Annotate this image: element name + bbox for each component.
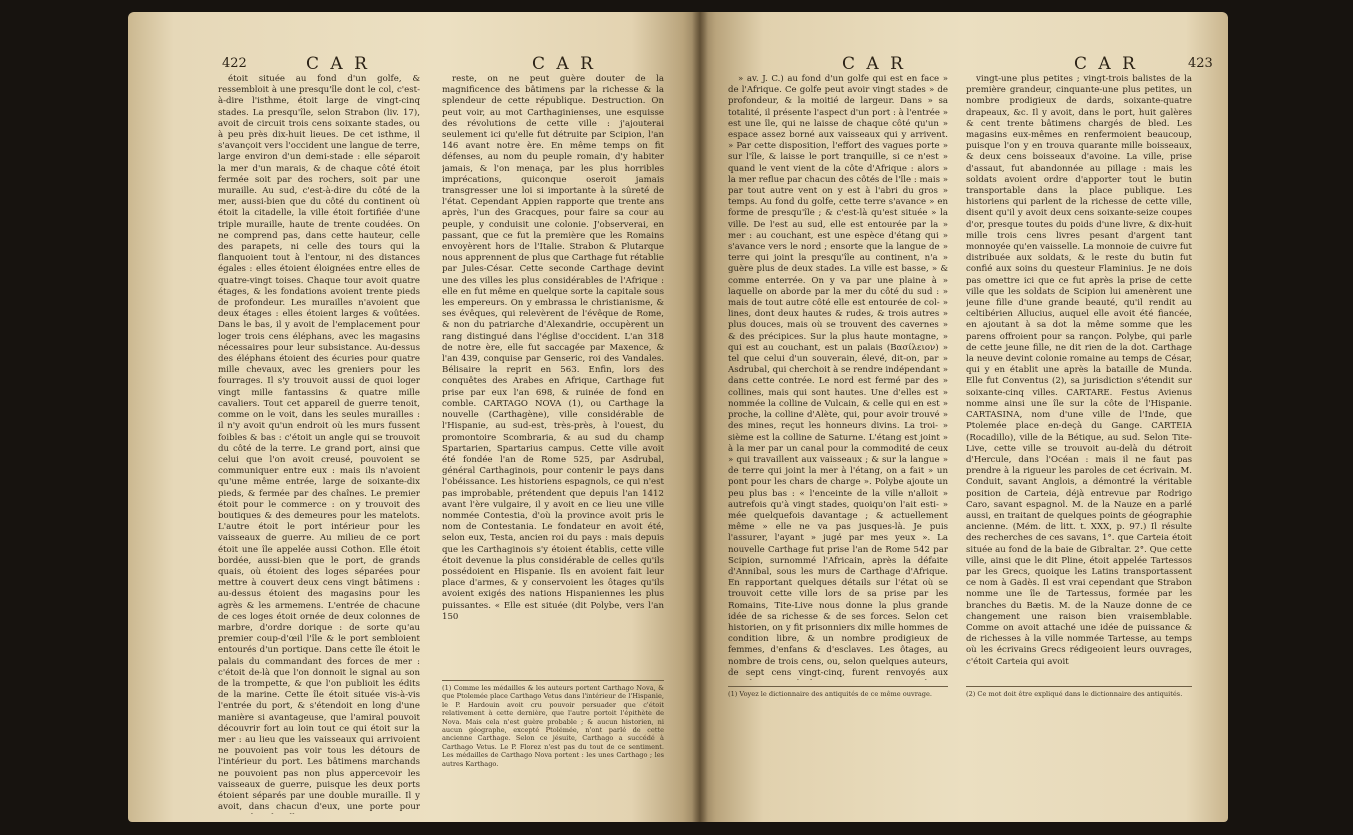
page-number-right: 423 — [1188, 56, 1213, 71]
page-number-left: 422 — [222, 56, 247, 71]
running-head-right: C A R — [1074, 54, 1138, 74]
left-page-column-1 — [218, 74, 420, 814]
left-page-footnote-text: (1) Comme les médailles & les auteurs portent Carthago Nova, & que Ptolemée place Carthago Vetus dans l'intérieur de l'Hispanie, le P. Hardouin avoit cru pouvoir persuader que c'étoit relativement à cette dernière, que l'autre portoit l'épithète de Nova. Mais cela n'est guère probable ; & aucun historien, ni aucun géographe, excepté Ptolémée, n'ont parlé de cette ancienne Carthage. Selon ce jésuite, Carthago a succédé à Carthago Vetus. Le P. Florez n'est pas du tout de ce sentiment. Les médailles de Carthago Nova portent : les unes Carthago ; les autres Karthago. — [442, 684, 664, 768]
right-page-column-1-text: » av. J. C.) au fond d'un golfe qui est en face » de l'Afrique. Ce golfe peut avoir vingt stades » de profondeur, & la moitié de largeur. Dans » sa totalité, il présente l'aspect d'un port : à l'entrée » est une île, qui ne laisse de chaque côté qu'un » espace assez borné aux vaisseaux qui y arrivent. » Par cette disposition, l'effort des vagues porte » sur l'île, & laisse le port tranquille, si ce n'est » quand le vent vient de la côte d'Afrique : alors » la mer reflue par chacun des côtés de l'île : mais » par tout autre vent on y est à l'abri du gros » temps. Au fond du golfe, cette terre s'avance » en forme de presqu'île ; & c'est-là qu'est située » la ville. De l'est au sud, elle est entourée par la » mer : au couchant, est une espèce d'étang qui » s'avance vers le nord ; ensorte que la langue de » terre qui joint la presqu'île au continent, n'a » guère plus de deux stades. La ville est basse, » & comme enterrée. On y va par une plaine à » laquelle on aborde par la mer du côté du sud : » mais de tout autre côté elle est entourée de col- » lines, dont deux hautes & rudes, & trois autres » plus douces, mais où se trouvent des cavernes » & des précipices. Sur la plus haute montagne, » qui est au couchant, est un palais (Βασίλειον) » tel que celui d'un souverain, élevé, dit-on, par » Asdrubal, qui cherchoit à se rendre indépendant » dans cette contrée. Le nord est fermé par des » collines, mais qui sont hautes. Une d'elles est » nommée la colline de Vulcain, & celle qui en est » proche, la colline d'Alète, qui, pour avoir trouvé » des mines, reçut les honneurs divins. La troi- » sième est la colline de Saturne. L'étang est joint » à la mer par un canal pour la commodité de ceux » qui travaillent aux vaisseaux ; & sur la langue » de terre qui joint la mer à l'étang, on a fait » un pont pour les chars de charge ». Polybe ajoute un peu plus bas : « l'enceinte de la ville n'alloit » autrefois qu'à vingt stades, quoiqu'on l'ait esti- » mée quelquefois davantage ; & actuellement même » elle ne va pas jusques-là. Je puis l'assurer, l'ayant » jugé par mes yeux ». La nouvelle Carthage fut prise l'an de Rome 542 par Scipion, surnommé l'Africain, après la défaite d'Annibal, sous les murs de Carthage d'Afrique. En rapportant quelques détails sur l'état où se trouvoit cette ville lors de sa prise par les Romains, Tite-Live nous donne la plus grande idée de sa richesse & de ses forces. Selon cet historien, on y fit prisonniers dix mille hommes de condition libre, & un nombre prodigieux de femmes, d'enfans & d'esclaves. Les ôtages, au nombre de trois cens, ou, selon quelques auteurs, de sept cens vingt-cinq, furent renvoyés aux — [728, 74, 948, 678]
right-page-footnote-2 — [966, 686, 1192, 720]
left-page-footnote — [442, 680, 664, 794]
right-page — [700, 12, 1228, 822]
right-page-footnote-1-text: (1) Voyez le dictionnaire des antiquités de ce même ouvrage. — [728, 690, 933, 698]
right-page-column-2 — [966, 74, 1192, 680]
running-head-left: C A R — [306, 54, 370, 74]
running-head-left-2: C A R — [532, 54, 596, 74]
running-head-right-1: C A R — [842, 54, 906, 74]
left-page-column-1-text: étoit située au fond d'un golfe, & ressembloit à une presqu'île dont le col, c'est-à-dire l'isthme, étoit large de vingt-cinq stades. La presqu'île, selon Strabon (liv. 17), avoit de circuit trois cens soixante stades, ou à peu près dix-huit lieues. De cet isthme, il s'avançoit vers l'occident une langue de terre, large environ d'un demi-stade : elle séparoit la mer d'un marais, & de chaque côté étoit fermée soit par des rochers, soit par une muraille. Au sud, c'est-à-dire du côté de la mer, aussi-bien que du côté du continent où étoit la citadelle, la ville étoit fortifiée d'une triple muraille, haute de trente coudées. On ne comprend pas, dans cette hauteur, celle des parapets, ni celle des tours qui la flanquoient tout à l'entour, ni des distances égales : elles étoient éloignées entre elles de quatre-vingt toises. Chaque tour avoit quatre étages, & les fondations avoient trente pieds de profondeur. Les murailles n'avoient que deux étages : elles étoient larges & voûtées. Dans le bas, il y avoit de l'emplacement pour loger trois cens éléphans, avec les magasins nécessaires pour leur subsistance. Au-dessus des éléphans étoient des écuries pour quatre mille chevaux, avec les greniers pour les fourrages. Il s'y trouvoit aussi de quoi loger vingt mille fantassins & quatre mille cavaliers. Tout cet appareil de guerre tenoit, comme on le voit, dans les seules murailles : il n'y avoit qu'un endroit où les murs fussent foibles & bas : c'étoit un angle qui se trouvoit du côté de la terre. Le grand port, ainsi que celui que l'on avoit creusé, pouvoient se communiquer entre eux : mais ils n'avoient qu'une même entrée, large de soixante-dix pieds, & fermée par des chaînes. Le premier étoit pour le commerce : on y trouvoit des boutiques & des demeures pour les matelots. L'autre étoit le port intérieur pour les vaisseaux de guerre. Au milieu de ce port étoit une île appelée aussi Cothon. Elle étoit bordée, aussi-bien que le port, de grands quais, où étoient des loges séparées pour mettre à couvert deux cens vingt bâtimens : au-dessus étoient des magasins pour les agrès & les armemens. L'entrée de chacune de ces loges étoit ornée de deux colonnes de marbre, d'ordre dorique : de sorte qu'au premier coup-d'œil l'île & le port sembloient entourés d'un portique. Dans cette île étoit le palais du commandant des forces de mer : c'étoit de-là que l'on donnoit le signal au son de la trompette, & que l'on publioit les édits de la marine. Cette île étoit située vis-à-vis l'entrée du port, & s'étendoit en long d'une manière si avantageuse, que l'amiral pouvoit découvrir fort au loin tout ce qui étoit sur la mer : au lieu que les vaisseaux qui arrivoient ne pouvoient pas voir tous les détours de l'intérieur du port. Les bâtimens marchands ne pouvoient pas non plus appercevoir les vaisseaux de guerre, puisque les deux ports étoient séparés par une double muraille. Il y avoit, dans chacun d'eux, une porte pour — [218, 74, 420, 813]
right-page-footnote-1 — [728, 686, 948, 720]
book-gutter — [692, 12, 708, 822]
left-page-column-2 — [442, 74, 664, 674]
right-page-footnote-2-text: (2) Ce mot doit être expliqué dans le dictionnaire des antiquités. — [966, 690, 1183, 698]
left-page-column-2-text: reste, on ne peut guère douter de la magnificence des bâtimens par la richesse & la splendeur de cette république. Destruction. On peut voir, au mot Carthaginienses, une esquisse des révolutions de cette ville : j'ajouterai seulement ici qu'elle fut détruite par Scipion, l'an 146 avant notre ère. En même temps on fit défenses, au nom du peuple romain, d'y habiter jamais, & l'on menaça, par les plus horribles imprécations, quiconque oseroit jamais transgresser une loi si importante à la sûreté de l'état. Cependant Appien rapporte que trente ans après, l'un des Gracques, pour faire sa cour au peuple, y conduisit une colonie. J'observerai, en passant, que ce fut la première que les Romains envoyèrent hors de l'Italie. Strabon & Plutarque nous apprennent de plus que Carthage fut rétablie par Jules-César. Cette seconde Carthage devint une des villes les plus considérables de l'Afrique : elle en fut même en quelque sorte la capitale sous les empereurs. On y embrassa le christianisme, & ses évêques, qui relevèrent de l'évêque de Rome, & non du patriarche d'Alexandrie, occupèrent un rang distingué dans l'église d'occident. L'an 318 de notre ère, elle fut saccagée par Maxence, & l'an 439, conquise par Genseric, roi des Vandales. Bélisaire la reprit en 563. Enfin, lors des conquêtes des Arabes en Afrique, Carthage fut prise par eux l'an 698, & ruinée de fond en comble. CARTAGO NOVA (1), ou Carthage la nouvelle (Carthagène), ville considérable de l'Hispanie, au sud-est, très-près, à l'ouest, du promontoire Scombraria, & au sud du champ Spartarien, Spartarius campus. Cette ville avoit été fondée l'an de Rome 525, par Asdrubal, général Carthaginois, pour contenir le pays dans l'obéissance. Les historiens espagnols, ce qui n'est pas improbable, prétendent que depuis l'an 1412 avant l'ère vulgaire, il y avoit en ce lieu une ville nommée Contestia, d'où la province avoit pris le nom de Contestania. Le fondateur en avoit été, selon eux, Testa, ancien roi du pays : mais depuis que les Carthaginois s'y étoient établis, cette ville étoit devenue la plus considérable de celles qu'ils possédoient en Hispanie. Ils en avoient fait leur place d'armes, & y conservoient les ôtages qu'ils avoient exigés des nations Hispaniennes les plus puissantes. « Elle est située (dit Polybe, vers l'an 150 — [442, 74, 664, 622]
left-page — [128, 12, 700, 822]
right-page-column-2-text: vingt-une plus petites ; vingt-trois balistes de la première grandeur, cinquante-une plus petites, un nombre prodigieux de dards, soixante-quatre drapeaux, &c. Il y avoit, dans le port, huit galères & cent trente bâtimens chargés de bled. Les magasins eux-mêmes en renfermoient beaucoup, puisque l'on y en trouva quarante mille boisseaux, & deux cens boisseaux d'avoine. La ville, prise d'assaut, fut abandonnée au pillage : mais les soldats avoient ordre d'apporter tout le butin transportable dans la place publique. Les historiens qui parlent de la richesse de cette ville, disent qu'il y avoit deux cens soixante-seize coupes d'or, presque toutes du poids d'une livre, & dix-huit mille trois cens livres pesant d'argent tant monnoyée qu'en vaisselle. La monnoie de cuivre fut distribuée aux soldats, & le reste du butin fut confié aux soins du questeur Flaminius. Je ne dois pas omettre ici que ce fut après la prise de cette ville que les soldats de Scipion lui amenèrent une jeune fille d'une grande beauté, qu'il rendit au celtibérien Allucius, auquel elle avoit été fiancée, en ajoutant à sa dot la même somme que les parens offroient pour sa rançon. Polybe, qui parle de cette jeune fille, ne dit rien de la dot. Carthage la neuve devint colonie romaine au temps de César, qui y en établit une après la bataille de Munda. Elle fut Conventus (2), sa jurisdiction s'étendit sur soixante-cinq villes. CARTARE. Festus Avienus nomme ainsi une île sur la côte de l'Hispanie. CARTASINA, nom d'une ville de l'Inde, que Ptolemée place en-deçà du Gange. CARTEIA (Rocadillo), ville de la Bétique, au sud. Selon Tite-Live, cette ville se trouvoit au-delà du détroit d'Hercule, dans l'Océan : mais il ne faut pas prendre à la rigueur les paroles de cet écrivain. M. Conduit, savant Anglois, a démontré la véritable position de Carteia, déjà entrevue par Rodrigo Caro, savant espagnol. M. de la Nauze en a parlé aussi, en traitant de quelques points de géographie ancienne. (Mém. de litt. t. XXX, p. 97.) Il résulte des recherches de ces savans, 1°. que Carteia étoit située au fond de la baie de Gibraltar. 2°. Que cette ville, ainsi que le dit Pline, étoit appelée Tartessos par les Grecs, quoique les Latins transportassent ce nom à Gadès. Il est vrai cependant que Strabon nomme une île de Tartessus, formée par les branches du Bætis. M. de la Nauze donne de ce changement une raison bien vraisemblable. Comme on avoit attaché une idée de puissance & de richesses à la ville nommée Tartesse, au temps où les écrivains Grecs rédigeoient leurs ouvrages, c'étoit Carteia qui avoit — [966, 74, 1192, 667]
right-page-column-1 — [728, 74, 948, 680]
